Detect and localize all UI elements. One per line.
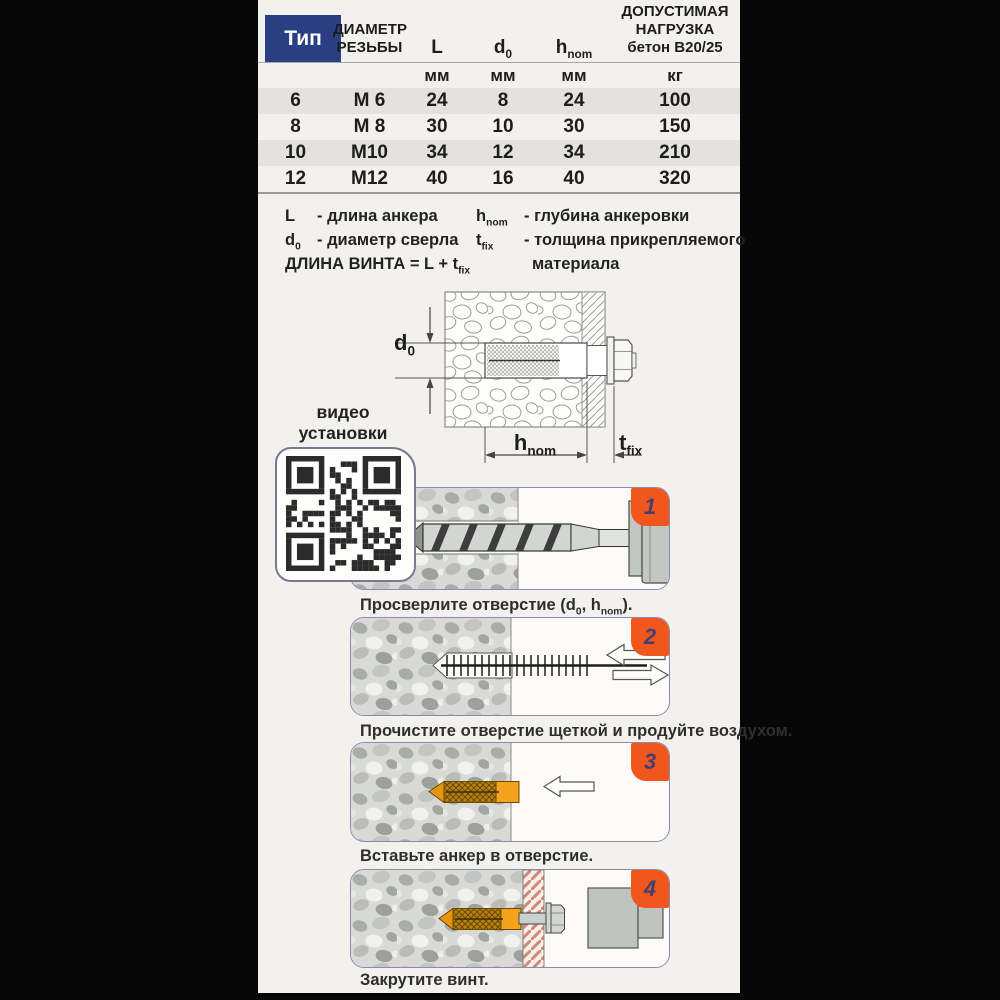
step-2-caption: Прочистите отверстие щеткой и продуйте воздухом. bbox=[360, 722, 793, 740]
diagram-label-tfix: $t_{fix}$ bbox=[619, 430, 643, 459]
qr-code bbox=[275, 447, 416, 582]
table-row: 8 М 8 30 10 30 150 bbox=[290, 116, 691, 137]
step-2-number-badge: 2 bbox=[631, 618, 669, 656]
table-row: 10 М10 34 12 34 210 bbox=[258, 140, 740, 166]
step-4-panel bbox=[350, 869, 670, 968]
step-1-number-badge: 1 bbox=[631, 488, 669, 526]
step-4-illustration bbox=[351, 870, 670, 968]
legend-item-tfix: $t_{fix}$ - толщина прикрепляемого bbox=[476, 231, 746, 253]
table-units-row: мм мм мм кг bbox=[424, 66, 683, 85]
step-4-number-badge: 4 bbox=[631, 870, 669, 908]
legend-left-column bbox=[285, 204, 470, 276]
table-row: 6 М 6 24 8 24 100 bbox=[258, 88, 740, 114]
step-2-panel bbox=[350, 617, 670, 716]
step-4-caption: Закрутите винт. bbox=[360, 971, 489, 989]
legend-item-L: L - длина анкера bbox=[285, 207, 438, 225]
insert-arrow-left bbox=[544, 777, 594, 797]
step-3-panel bbox=[350, 742, 670, 842]
legend-item-hnom: $h_{nom}$ - глубина анкеровки bbox=[476, 207, 690, 229]
col-header-thread: ДИАМЕТР РЕЗЬБЫ bbox=[333, 21, 407, 56]
step-1-caption: Просверлите отверстие ($d_0$, $h_{nom}$). bbox=[360, 596, 633, 618]
instruction-sheet bbox=[258, 0, 793, 993]
step-3-number-badge: 3 bbox=[631, 743, 669, 781]
step-3-illustration bbox=[351, 743, 670, 842]
legend-item-d0: $d_0$ - диаметр сверла bbox=[285, 231, 459, 253]
col-header-L: L bbox=[431, 37, 443, 58]
table-header-row bbox=[258, 0, 740, 62]
video-install-caption: видео установки bbox=[298, 402, 388, 443]
blow-out-arrow-right bbox=[613, 665, 668, 685]
wrench-socket bbox=[588, 888, 638, 948]
legend-right-column bbox=[476, 204, 745, 276]
legend-item-tfix-line2: материала bbox=[532, 255, 620, 273]
type-header-box: Тип bbox=[265, 15, 341, 62]
step-3-caption: Вставьте анкер в отверстие. bbox=[360, 847, 594, 865]
table-row: 12 М12 40 16 40 320 bbox=[284, 168, 691, 189]
col-header-hnom: $h_{nom}$ bbox=[555, 37, 593, 61]
col-header-d0: $d_0$ bbox=[493, 37, 513, 61]
diagram-label-d0: $d_0$ bbox=[394, 330, 416, 359]
legend-screw-length-formula: ДЛИНА ВИНТА = $L + t_{fix}$ bbox=[285, 255, 471, 277]
table-rule-bottom bbox=[258, 192, 740, 194]
step-2-illustration bbox=[351, 618, 670, 716]
col-header-load: ДОПУСТИМАЯ НАГРУЗКА бетон В20/25 bbox=[621, 3, 729, 56]
diagram-label-hnom: $h_{nom}$ bbox=[513, 430, 557, 459]
